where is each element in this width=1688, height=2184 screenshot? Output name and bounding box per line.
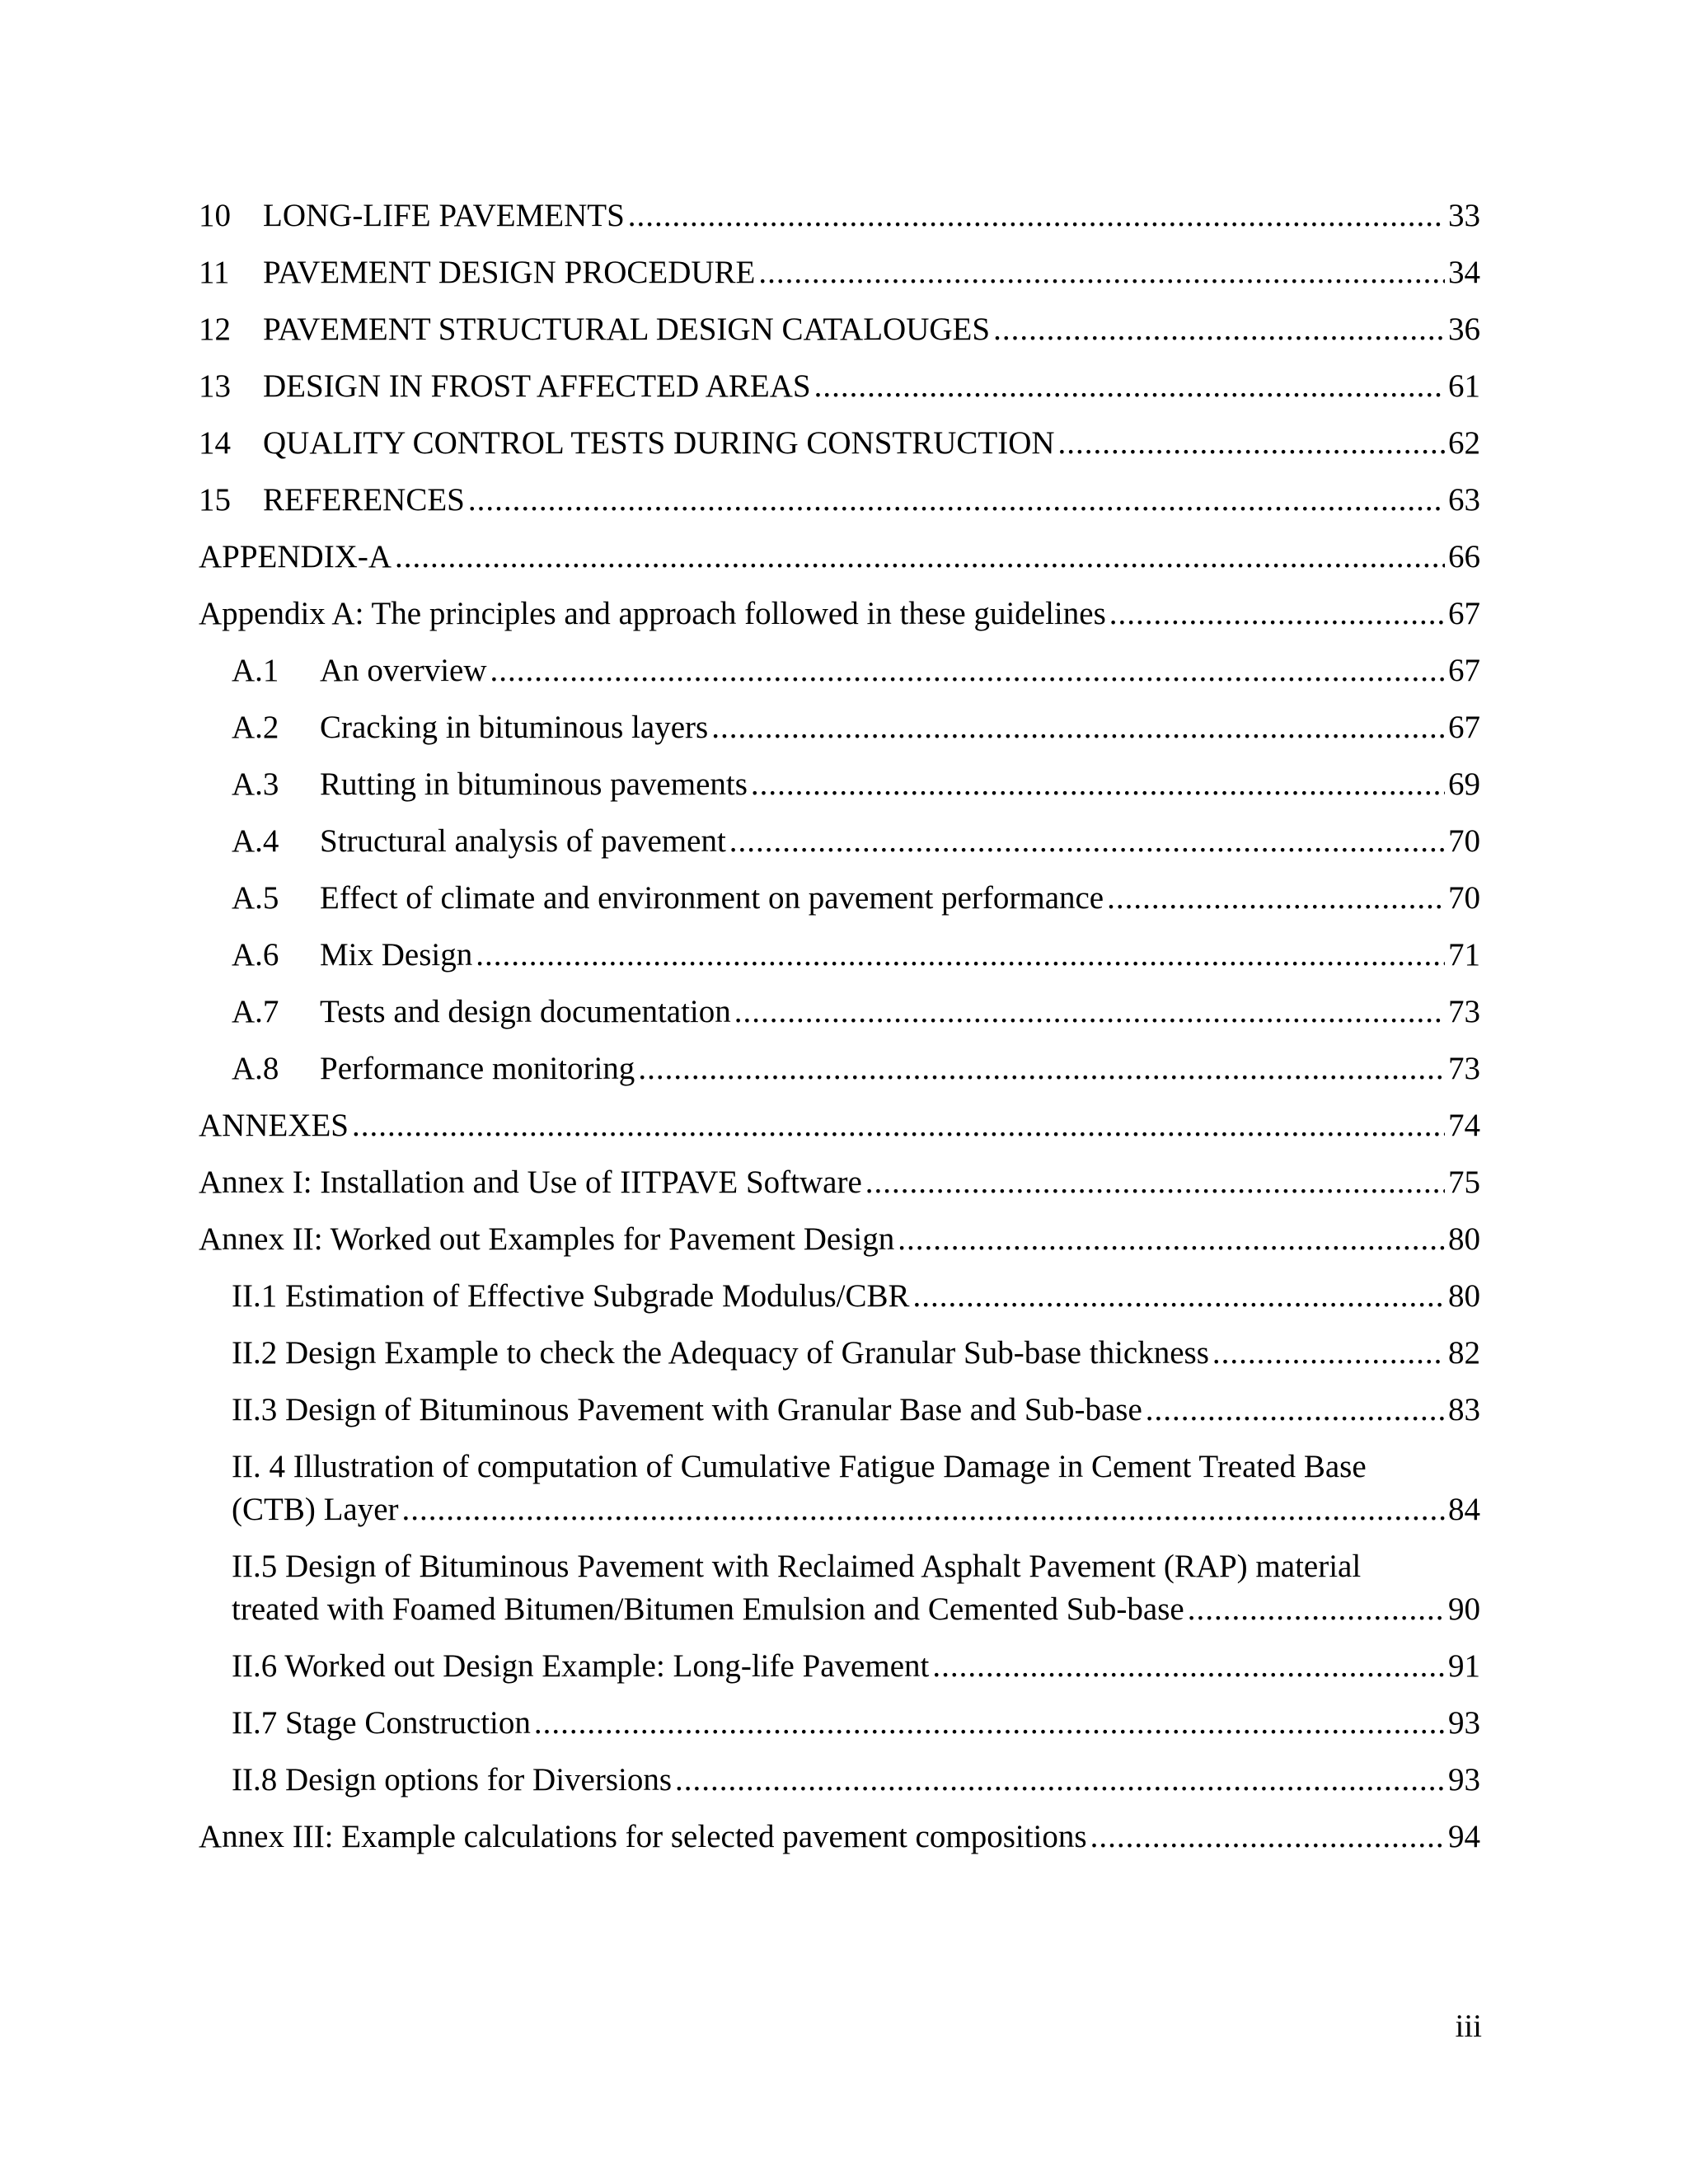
- toc-page-number: 80: [1448, 1278, 1480, 1314]
- toc-entry-ii-5[interactable]: [199, 1545, 1480, 1631]
- dot-leader: [1146, 1389, 1445, 1432]
- dot-leader: [1109, 593, 1445, 635]
- toc-entry-chapter-12[interactable]: [199, 308, 1480, 351]
- dot-leader: [1090, 1816, 1445, 1858]
- toc-title: Effect of climate and environment on pavement performance: [320, 880, 1104, 916]
- toc-title: APPENDIX-A: [199, 539, 392, 574]
- toc-title: An overview: [320, 653, 487, 688]
- toc-page-number: 66: [1448, 539, 1480, 574]
- dot-leader: [758, 251, 1445, 294]
- dot-leader: [675, 1759, 1445, 1802]
- toc-page-number: 73: [1448, 1051, 1480, 1086]
- toc-entry-ii-7[interactable]: [199, 1702, 1480, 1745]
- toc-page-number: 70: [1448, 880, 1480, 916]
- dot-leader: [814, 365, 1445, 408]
- toc-number: A.6: [232, 937, 279, 972]
- toc-entry-ii-8[interactable]: [199, 1759, 1480, 1802]
- toc-title: II.3 Design of Bituminous Pavement with Granular Base and Sub-base: [232, 1392, 1142, 1427]
- toc-number: A.1: [232, 653, 279, 688]
- toc-page-number: 82: [1448, 1335, 1480, 1371]
- toc-entry-annex-2[interactable]: [199, 1218, 1480, 1261]
- toc-title: LONG-LIFE PAVEMENTS: [263, 198, 625, 233]
- toc-number: A.7: [232, 994, 279, 1029]
- dot-leader: [468, 479, 1445, 522]
- toc-title: Annex III: Example calculations for selected pavement compositions: [199, 1819, 1087, 1854]
- toc-number: 11: [199, 255, 230, 290]
- toc-entry-ii-2[interactable]: [199, 1332, 1480, 1375]
- toc-number: A.4: [232, 823, 279, 859]
- table-of-contents: [199, 194, 1480, 1872]
- dot-leader: [638, 1047, 1445, 1090]
- toc-entry-a6[interactable]: [199, 934, 1480, 977]
- toc-entry-annex-1[interactable]: [199, 1161, 1480, 1204]
- toc-page-number: 36: [1448, 312, 1480, 347]
- toc-page-number: 61: [1448, 368, 1480, 404]
- toc-title-line-2-row: [232, 1488, 1480, 1531]
- toc-number: 14: [199, 425, 231, 461]
- toc-page-number: 90: [1448, 1591, 1480, 1627]
- toc-title: II.7 Stage Construction: [232, 1705, 531, 1741]
- dot-leader: [1188, 1588, 1445, 1631]
- toc-entry-appendix-a-heading[interactable]: [199, 536, 1480, 579]
- toc-entry-chapter-11[interactable]: [199, 251, 1480, 294]
- toc-page-number: 84: [1448, 1492, 1480, 1527]
- toc-entry-ii-3[interactable]: [199, 1389, 1480, 1432]
- toc-entry-annexes-heading[interactable]: [199, 1104, 1480, 1147]
- toc-title: Structural analysis of pavement: [320, 823, 726, 859]
- toc-page-number: 67: [1448, 710, 1480, 745]
- toc-title: REFERENCES: [263, 482, 465, 518]
- dot-leader: [993, 308, 1445, 351]
- toc-entry-chapter-14[interactable]: [199, 422, 1480, 465]
- toc-title-line-1: II.5 Design of Bituminous Pavement with Reclaimed Asphalt Pavement (RAP) material: [232, 1549, 1362, 1584]
- toc-title: II.1 Estimation of Effective Subgrade Modulus/CBR: [232, 1278, 910, 1314]
- toc-title: Mix Design: [320, 937, 473, 972]
- toc-title: QUALITY CONTROL TESTS DURING CONSTRUCTION: [263, 425, 1055, 461]
- toc-page-number: 83: [1448, 1392, 1480, 1427]
- toc-entry-chapter-13[interactable]: [199, 365, 1480, 408]
- toc-page-number: 34: [1448, 255, 1480, 290]
- toc-number: 15: [199, 482, 231, 518]
- page-folio: iii: [1455, 2008, 1482, 2044]
- toc-title: Cracking in bituminous layers: [320, 710, 709, 745]
- toc-page-number: 93: [1448, 1705, 1480, 1741]
- toc-title: PAVEMENT DESIGN PROCEDURE: [263, 255, 756, 290]
- toc-entry-ii-6[interactable]: [199, 1645, 1480, 1688]
- toc-title: Annex I: Installation and Use of IITPAVE Software: [199, 1165, 862, 1200]
- toc-page-number: 67: [1448, 653, 1480, 688]
- toc-title: Appendix A: The principles and approach followed in these guidelines: [199, 596, 1106, 631]
- toc-number: 10: [199, 198, 231, 233]
- toc-page-number: 70: [1448, 823, 1480, 859]
- toc-title: II.6 Worked out Design Example: Long-life Pavement: [232, 1648, 930, 1684]
- toc-number: 13: [199, 368, 231, 404]
- toc-page-number: 73: [1448, 994, 1480, 1029]
- dot-leader: [711, 706, 1445, 749]
- toc-entry-a1[interactable]: [199, 649, 1480, 692]
- dot-leader: [913, 1275, 1445, 1318]
- dot-leader: [865, 1161, 1445, 1204]
- dot-leader: [1107, 877, 1445, 920]
- toc-page-number: 93: [1448, 1762, 1480, 1797]
- toc-number: 12: [199, 312, 231, 347]
- toc-page-number: 75: [1448, 1165, 1480, 1200]
- toc-title: II.8 Design options for Diversions: [232, 1762, 673, 1797]
- toc-entry-a7[interactable]: [199, 991, 1480, 1033]
- toc-number: A.5: [232, 880, 279, 916]
- toc-entry-a8[interactable]: [199, 1047, 1480, 1090]
- toc-page-number: 62: [1448, 425, 1480, 461]
- toc-entry-a5[interactable]: [199, 877, 1480, 920]
- toc-page-number: 94: [1448, 1819, 1480, 1854]
- toc-page-number: 74: [1448, 1108, 1480, 1143]
- toc-title-line-2-row: [232, 1588, 1480, 1631]
- toc-title: PAVEMENT STRUCTURAL DESIGN CATALOUGES: [263, 312, 991, 347]
- dot-leader: [751, 763, 1445, 806]
- toc-number: A.8: [232, 1051, 279, 1086]
- toc-title: ANNEXES: [199, 1108, 349, 1143]
- dot-leader: [898, 1218, 1445, 1261]
- toc-entry-a3[interactable]: [199, 763, 1480, 806]
- dot-leader: [628, 194, 1445, 237]
- toc-page-number: 80: [1448, 1221, 1480, 1257]
- dot-leader: [476, 934, 1445, 977]
- toc-number: A.2: [232, 710, 279, 745]
- toc-entry-chapter-10[interactable]: [199, 194, 1480, 237]
- dot-leader: [932, 1645, 1445, 1688]
- toc-page-number: 71: [1448, 937, 1480, 972]
- dot-leader: [395, 536, 1445, 579]
- toc-title-line-2: treated with Foamed Bitumen/Bitumen Emulsion and Cemented Sub-base: [232, 1591, 1184, 1627]
- toc-entry-ii-1[interactable]: [199, 1275, 1480, 1318]
- toc-title: Tests and design documentation: [320, 994, 731, 1029]
- dot-leader: [490, 649, 1445, 692]
- toc-entry-annex-3[interactable]: [199, 1816, 1480, 1858]
- toc-page-number: 91: [1448, 1648, 1480, 1684]
- dot-leader: [729, 820, 1445, 863]
- toc-entry-a4[interactable]: [199, 820, 1480, 863]
- dot-leader: [534, 1702, 1445, 1745]
- toc-title: II.2 Design Example to check the Adequacy of Granular Sub-base thickness: [232, 1335, 1209, 1371]
- toc-page-number: 69: [1448, 766, 1480, 802]
- toc-title: Annex II: Worked out Examples for Pavement Design: [199, 1221, 895, 1257]
- toc-number: A.3: [232, 766, 279, 802]
- dot-leader: [734, 991, 1445, 1033]
- toc-title: DESIGN IN FROST AFFECTED AREAS: [263, 368, 811, 404]
- toc-title: Rutting in bituminous pavements: [320, 766, 748, 802]
- toc-title: Performance monitoring: [320, 1051, 635, 1086]
- toc-title-line-2: (CTB) Layer: [232, 1492, 399, 1527]
- toc-page-number: 33: [1448, 198, 1480, 233]
- toc-title-line-1: II. 4 Illustration of computation of Cumulative Fatigue Damage in Cement Treated Base: [232, 1449, 1367, 1484]
- toc-page-number: 63: [1448, 482, 1480, 518]
- toc-entry-a2[interactable]: [199, 706, 1480, 749]
- toc-entry-appendix-a[interactable]: [199, 593, 1480, 635]
- toc-page-number: 67: [1448, 596, 1480, 631]
- toc-entry-ii-4[interactable]: [199, 1446, 1480, 1531]
- dot-leader: [1058, 422, 1445, 465]
- dot-leader: [352, 1104, 1445, 1147]
- dot-leader: [402, 1488, 1445, 1531]
- dot-leader: [1212, 1332, 1445, 1375]
- toc-entry-chapter-15[interactable]: [199, 479, 1480, 522]
